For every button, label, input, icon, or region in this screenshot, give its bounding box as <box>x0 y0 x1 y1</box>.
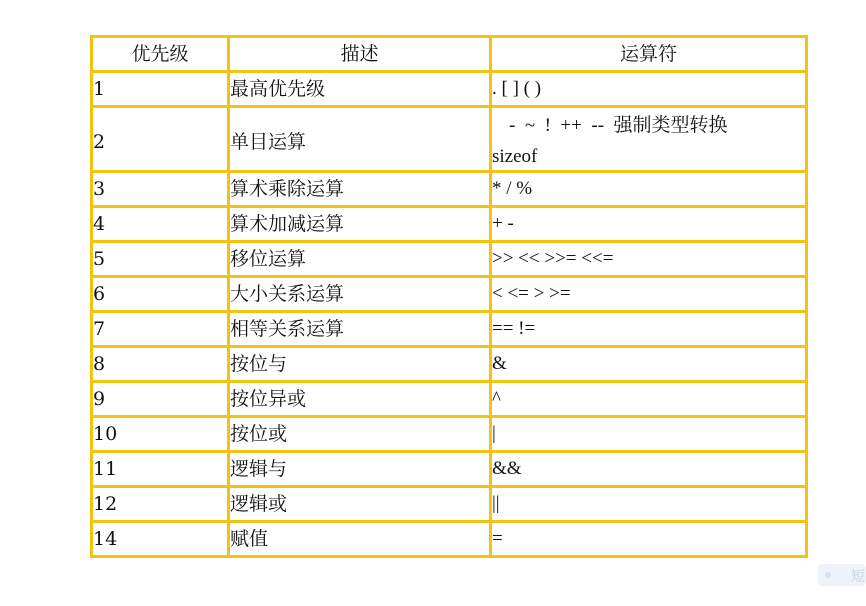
table-row <box>92 172 807 207</box>
cell-description: 相等关系运算 <box>229 312 491 347</box>
cell-level: 1 <box>92 72 229 107</box>
cell-operators: | <box>491 417 807 452</box>
header-level: 优先级 <box>92 37 229 72</box>
cell-description: 按位与 <box>229 347 491 382</box>
cell-description: 最高优先级 <box>229 72 491 107</box>
operator-precedence-table <box>90 35 808 558</box>
cell-level: 9 <box>92 382 229 417</box>
cell-level: 8 <box>92 347 229 382</box>
header-operators: 运算符 <box>491 37 807 72</box>
cell-operators: ^ <box>491 382 807 417</box>
operators-line-2: sizeof <box>492 146 538 167</box>
dot-icon <box>825 572 831 578</box>
cell-description: 逻辑与 <box>229 452 491 487</box>
cell-description: 赋值 <box>229 522 491 557</box>
cell-operators: < <= > >= <box>491 277 807 312</box>
cell-operators: + - <box>491 207 807 242</box>
table-row <box>92 382 807 417</box>
cell-operators: && <box>491 452 807 487</box>
cell-level: 5 <box>92 242 229 277</box>
table-row <box>92 72 807 107</box>
cell-description: 移位运算 <box>229 242 491 277</box>
cell-level: 3 <box>92 172 229 207</box>
cell-operators: >> << >>= <<= <box>491 242 807 277</box>
cell-description: 按位异或 <box>229 382 491 417</box>
widget-label: 短 <box>851 569 865 585</box>
floating-shortcut-widget[interactable] <box>818 564 866 586</box>
cell-description: 算术乘除运算 <box>229 172 491 207</box>
cell-level: 10 <box>92 417 229 452</box>
cell-operators: & <box>491 347 807 382</box>
cell-operators: * / % <box>491 172 807 207</box>
table-row <box>92 242 807 277</box>
table-row <box>92 277 807 312</box>
header-description: 描述 <box>229 37 491 72</box>
cell-description: 逻辑或 <box>229 487 491 522</box>
cell-level: 4 <box>92 207 229 242</box>
cell-description: 大小关系运算 <box>229 277 491 312</box>
cell-level: 12 <box>92 487 229 522</box>
cell-description: 按位或 <box>229 417 491 452</box>
cell-description: 算术加减运算 <box>229 207 491 242</box>
table-row <box>92 312 807 347</box>
header-row <box>92 37 807 72</box>
table-row <box>92 522 807 557</box>
cell-level: 14 <box>92 522 229 557</box>
table-row <box>92 452 807 487</box>
table-row <box>92 347 807 382</box>
cell-level: 7 <box>92 312 229 347</box>
cell-level: 2 <box>92 107 229 172</box>
cell-operators <box>491 107 807 172</box>
cell-level: 6 <box>92 277 229 312</box>
cell-operators: || <box>491 487 807 522</box>
cell-description: 单目运算 <box>229 107 491 172</box>
cell-level: 11 <box>92 452 229 487</box>
cell-operators: . [ ] ( ) <box>491 72 807 107</box>
cell-operators: == != <box>491 312 807 347</box>
cell-operators: = <box>491 522 807 557</box>
table-row <box>92 207 807 242</box>
table-row <box>92 107 807 172</box>
table-row <box>92 487 807 522</box>
table-row <box>92 417 807 452</box>
operators-line-1: - ~ ! ++ -- 强制类型转换 <box>509 115 728 136</box>
